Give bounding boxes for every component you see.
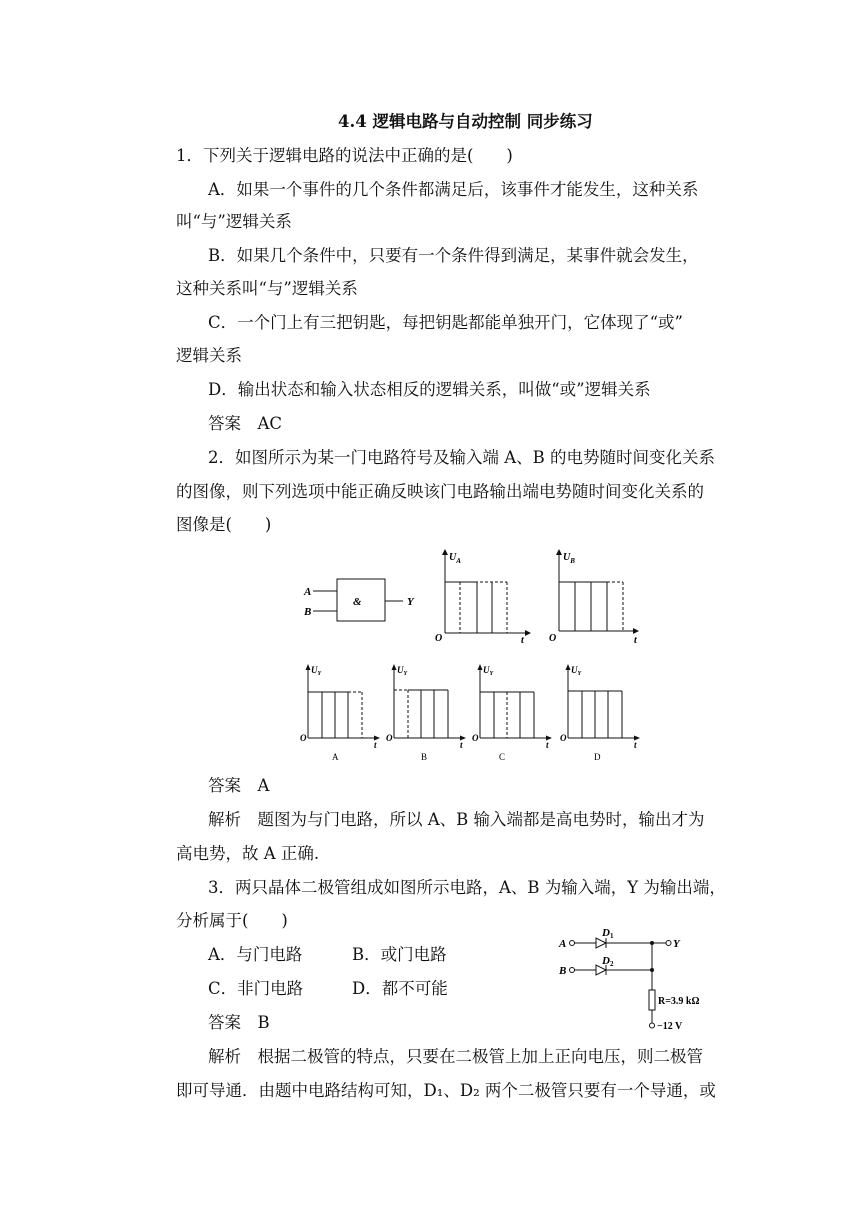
option-c-origin: O — [472, 733, 479, 743]
option-b-graph — [386, 664, 466, 762]
q3-option-c: C．非门电路 — [208, 979, 304, 998]
gate-output-label: Y — [407, 596, 414, 608]
diode-d2-label: D2 — [602, 955, 614, 968]
gate-symbol-label: & — [353, 596, 362, 608]
option-c-graph — [472, 664, 552, 762]
q1-stem: 1．下列关于逻辑电路的说法中正确的是( ) — [176, 146, 513, 165]
q1-option-a-line1: A．如果一个事件的几个条件都满足后，该事件才能发生，这种关系 — [208, 180, 699, 199]
option-a-t: t — [374, 740, 377, 750]
ub-t-label: t — [634, 635, 637, 646]
option-b-t: t — [460, 740, 463, 750]
q2-analysis-line1: 解析 题图为与门电路，所以 A、B 输入端都是高电势时，输出才为 — [208, 810, 705, 829]
option-a-graph — [300, 664, 380, 762]
voltage-label: −12 V — [657, 1021, 683, 1032]
option-b-axis-label: $U_Y$ — [397, 665, 408, 677]
option-d-label: D — [594, 752, 601, 762]
q1-option-c-line1: C．一个门上有三把钥匙，每把钥匙都能单独开门，它体现了“或” — [208, 313, 683, 332]
q3-analysis-line1: 解析 根据二极管的特点，只要在二极管上加上正向电压，则二极管 — [208, 1047, 703, 1066]
ub-axis-label: $U_B$ — [563, 552, 575, 565]
q1-option-d: D．输出状态和输入状态相反的逻辑关系，叫做“或”逻辑关系 — [208, 380, 651, 399]
q2-input-figure — [295, 545, 655, 655]
q1-answer: 答案 AC — [208, 414, 283, 433]
q3-diode-circuit — [556, 926, 716, 1036]
q3-option-b: B．或门电路 — [352, 945, 447, 964]
q2-stem-line1: 2．如图所示为某一门电路符号及输入端 A、B 的电势随时间变化关系 — [208, 448, 716, 467]
ua-origin-label: O — [435, 633, 443, 644]
q3-option-d: D．都不可能 — [352, 979, 448, 998]
q2-options-figure — [296, 660, 646, 768]
option-c-t: t — [546, 740, 549, 750]
q2-analysis-line2: 高电势，故 A 正确. — [176, 844, 320, 863]
gate-input-b-label: B — [304, 606, 312, 618]
option-d-graph — [560, 664, 640, 762]
q3-stem-line2: 分析属于( ) — [176, 911, 288, 930]
q3-analysis-line2: 即可导通．由题中电路结构可知，D₁、D₂ 两个二极管只要有一个导通，或 — [176, 1081, 716, 1100]
option-b-origin: O — [386, 733, 393, 743]
q1-option-b-line1: B．如果几个条件中，只要有一个条件得到满足，某事件就会发生， — [208, 246, 699, 265]
q3-answer: 答案 B — [208, 1013, 270, 1032]
resistor-label: R=3.9 kΩ — [658, 996, 700, 1007]
q1-option-a-line2: 叫“与”逻辑关系 — [176, 212, 292, 231]
ua-t-label: t — [521, 635, 524, 646]
q2-stem-line2: 的图像，则下列选项中能正确反映该门电路输出端电势随时间变化关系的 — [176, 482, 704, 501]
circuit-input-a: A — [559, 938, 567, 950]
option-a-axis-label: $U_Y$ — [311, 665, 322, 677]
q3-stem-line1: 3．两只晶体二极管组成如图所示电路，A、B 为输入端，Y 为输出端， — [208, 878, 726, 897]
diode-d1-label: D1 — [602, 927, 614, 940]
q1-option-b-line2: 这种关系叫“与”逻辑关系 — [176, 279, 358, 298]
option-c-axis-label: $U_Y$ — [483, 665, 494, 677]
option-a-origin: O — [300, 733, 307, 743]
ua-axis-label: $U_A$ — [449, 552, 461, 565]
option-b-label: B — [421, 752, 428, 762]
ub-graph — [549, 549, 639, 646]
gate-input-a-label: A — [304, 586, 312, 598]
option-c-label: C — [499, 752, 506, 762]
q3-option-a: A．与门电路 — [208, 945, 303, 964]
q2-answer: 答案 A — [208, 776, 270, 795]
ua-graph — [435, 549, 531, 646]
circuit-output-y: Y — [673, 938, 680, 950]
q2-stem-line3: 图像是( ) — [176, 515, 272, 534]
q1-option-c-line2: 逻辑关系 — [176, 346, 242, 365]
option-d-origin: O — [560, 733, 567, 743]
option-d-t: t — [634, 740, 637, 750]
ub-origin-label: O — [549, 633, 557, 644]
option-d-axis-label: $U_Y$ — [571, 665, 582, 677]
circuit-input-b: B — [559, 965, 567, 977]
option-a-label: A — [332, 752, 339, 762]
page-title: 4.4 逻辑电路与自动控制 同步练习 — [338, 112, 593, 131]
